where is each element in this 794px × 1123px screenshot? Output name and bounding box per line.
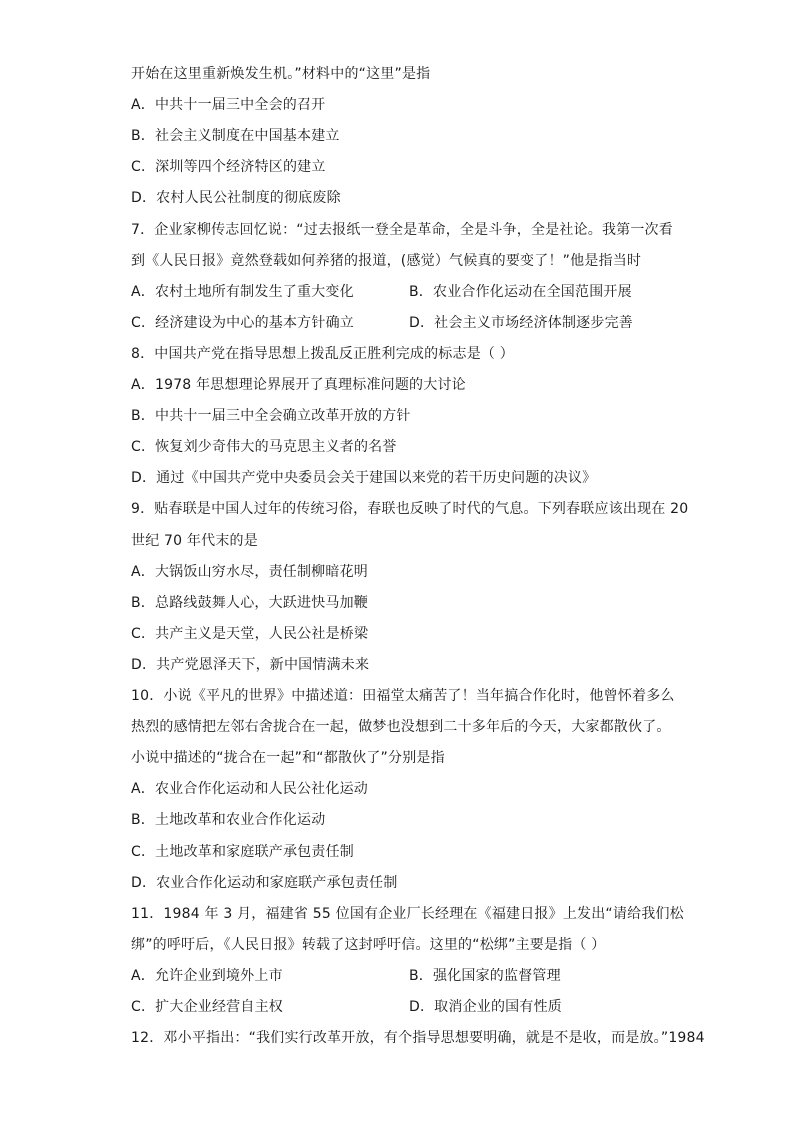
text-line: D．农业合作化运动和家庭联产承包责任制 <box>131 874 398 891</box>
text-line: 绑”的呼吁后，《人民日报》转载了这封呼吁信。这里的“松绑”主要是指（ ） <box>131 936 606 953</box>
text-line: A．1978 年思想理论界展开了真理标准问题的大讨论 <box>131 377 466 393</box>
text-line: 到《人民日报》竟然登载如何养猪的报道，(感觉）气候真的要变了！”他是指当时 <box>131 252 642 269</box>
text-line: B．社会主义制度在中国基本建立 <box>131 128 340 145</box>
text-line: C．共产主义是天堂，人民公社是桥梁 <box>131 625 369 642</box>
text-line: 7．企业家柳传志回忆说：“过去报纸一登全是革命，全是斗争，全是社论。我第一次看 <box>131 221 673 238</box>
option-cell: B．强化国家的监督管理 <box>409 967 561 984</box>
text-line: D．共产党恩泽天下，新中国情满未来 <box>131 656 370 673</box>
option-cell: C．经济建设为中心的基本方针确立 <box>131 314 354 331</box>
text-line: A．中共十一届三中全会的召开 <box>131 97 326 114</box>
text-line: 热烈的感情把左邻右舍拢合在一起，做梦也没想到二十多年后的今天，大家都散伙了。 <box>131 719 671 736</box>
text-line: C．深圳等四个经济特区的建立 <box>131 159 326 176</box>
text-line: 8．中国共产党在指导思想上拨乱反正胜利完成的标志是（ ） <box>131 345 514 362</box>
text-line: 9．贴春联是中国人过年的传统习俗，春联也反映了时代的气息。下列春联应该出现在 20 <box>131 501 689 518</box>
text-line: 11．1984 年 3 月，福建省 55 位国有企业厂长经理在《福建日报》上发出“请给我们松 <box>131 905 684 922</box>
text-line: B．土地改革和农业合作化运动 <box>131 812 326 829</box>
text-line: D．通过《中国共产党中央委员会关于建国以来党的若干历史问题的决议》 <box>131 470 597 487</box>
option-cell: A．农村土地所有制发生了重大变化 <box>131 283 354 300</box>
text-line: D．农村人民公社制度的彻底废除 <box>131 190 341 207</box>
option-cell: B．农业合作化运动在全国范围开展 <box>409 283 632 300</box>
option-cell: C．扩大企业经营自主权 <box>131 999 283 1015</box>
text-line: 12．邓小平指出：“我们实行改革开放，有个指导思想要明确，就是不是收，而是放。”1984 <box>131 1030 705 1047</box>
option-cell: D．取消企业的国有性质 <box>409 999 562 1015</box>
text-line: 小说中描述的“拢合在一起”和“都散伙了”分别是指 <box>131 750 445 767</box>
text-line: 开始在这里重新焕发生机。”材料中的“这里”是指 <box>131 66 431 82</box>
text-line: C．恢复刘少奇伟大的马克思主义者的名誉 <box>131 439 397 456</box>
option-cell: A．允许企业到境外上市 <box>131 967 283 984</box>
text-line: B．总路线鼓舞人心，大跃进快马加鞭 <box>131 594 369 611</box>
text-line: 10．小说《平凡的世界》中描述道：田福堂太痛苦了！当年搞合作化时，他曾怀着多么 <box>131 688 675 704</box>
text-line: B．中共十一届三中全会确立改革开放的方针 <box>131 408 411 425</box>
text-line: A．农业合作化运动和人民公社化运动 <box>131 781 368 798</box>
text-line: A．大锅饭山穷水尽，责任制柳暗花明 <box>131 563 368 580</box>
text-line: C．土地改革和家庭联产承包责任制 <box>131 843 354 860</box>
text-line: 世纪 70 年代末的是 <box>131 532 258 549</box>
option-cell: D．社会主义市场经济体制逐步完善 <box>409 314 633 331</box>
